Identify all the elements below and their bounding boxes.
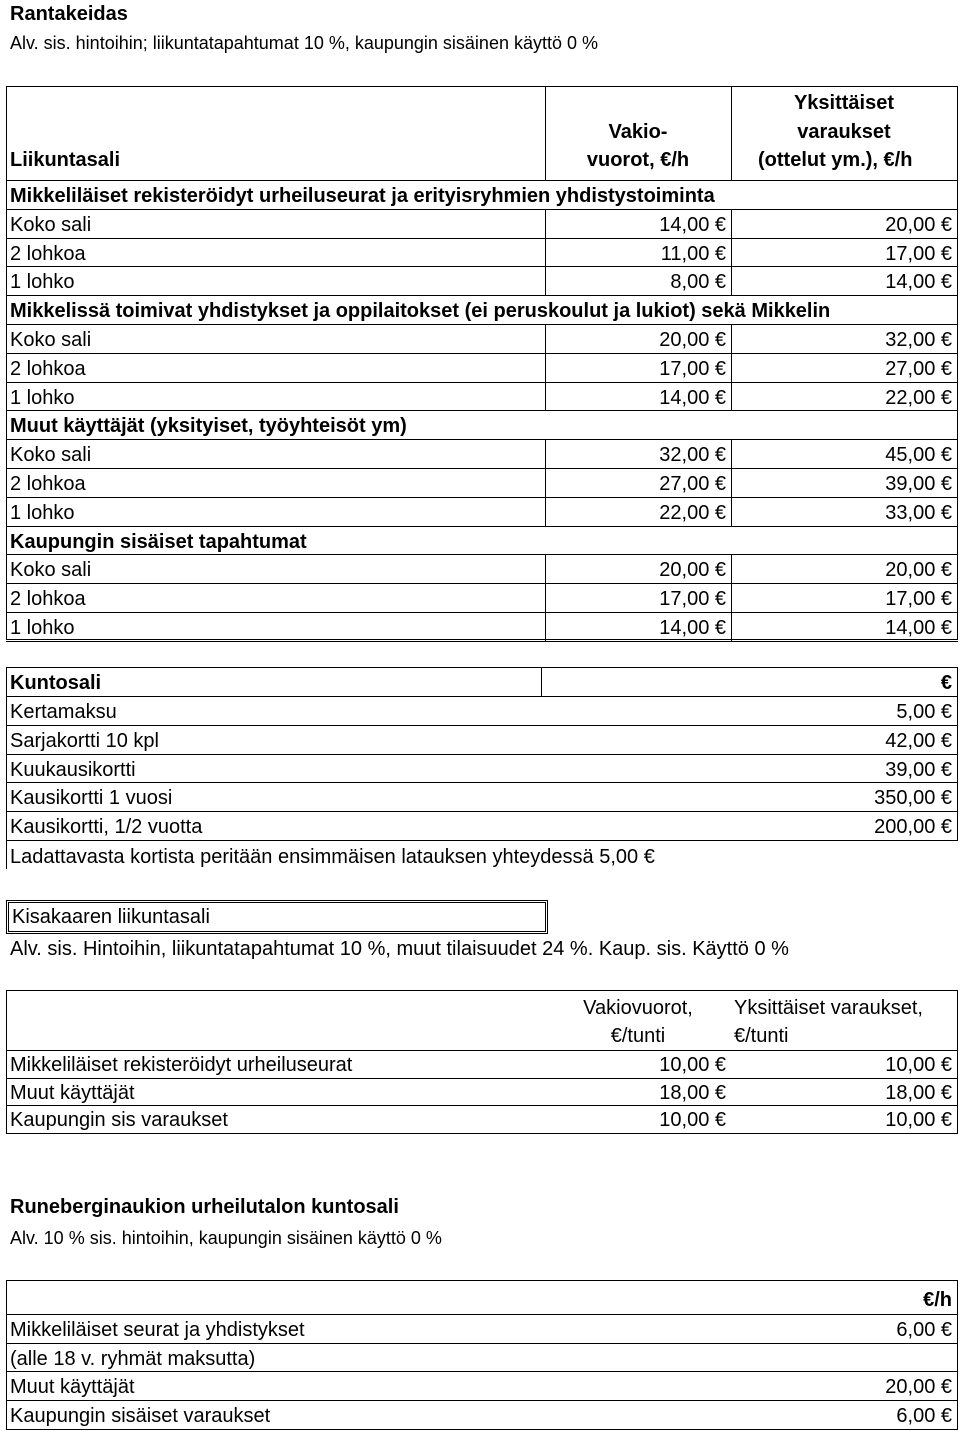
table-cell-vakiovuorot: 10,00 € (659, 1054, 726, 1076)
table-cell-yksittaiset: 14,00 € (885, 617, 952, 639)
table-cell-vakiovuorot: 17,00 € (659, 588, 726, 610)
col-divider (545, 497, 546, 526)
row-divider (6, 725, 958, 726)
col-divider (731, 554, 732, 583)
group-title: Kaupungin sisäiset tapahtumat (10, 530, 307, 553)
table-row-label: Kausikortti, 1/2 vuotta (10, 816, 203, 838)
table-cell-price: 350,00 € (874, 787, 952, 809)
table-cell-yksittaiset: 14,00 € (885, 271, 952, 293)
table-cell-vakiovuorot: 14,00 € (659, 214, 726, 236)
row-divider (6, 353, 958, 354)
row-divider (6, 811, 958, 812)
table-header-yksittaiset: Yksittäiset (793, 92, 895, 114)
table-cell-price: 6,00 € (896, 1405, 952, 1427)
row-divider (6, 754, 958, 755)
table-cell-price: 20,00 € (885, 1376, 952, 1398)
kisakaari-header-yksittaiset-unit: €/tunti (734, 1025, 789, 1047)
table-row-label: Kaupungin sisäiset varaukset (10, 1405, 271, 1427)
table-row-label: Kaupungin sis varaukset (10, 1109, 228, 1131)
table-cell-yksittaiset: 20,00 € (885, 559, 952, 581)
col-divider (545, 353, 546, 382)
row-divider (6, 696, 958, 697)
row-divider (6, 295, 958, 296)
table-row-label: Koko sali (10, 559, 92, 581)
col-divider (545, 209, 546, 238)
table-row-label: 2 lohkoa (10, 473, 86, 495)
row-divider (6, 1078, 958, 1079)
kisakaari-vat-note: Alv. sis. Hintoihin, liikuntatapahtumat 10 %, muut tilaisuudet 24 %. Kaup. sis. Käyttö 0 % (10, 938, 789, 960)
row-divider (6, 782, 958, 783)
table-header-ottelut: (ottelut ym.), €/h (758, 149, 913, 171)
table-cell-yksittaiset: 17,00 € (885, 588, 952, 610)
table-row-label: Koko sali (10, 214, 92, 236)
table-row-label: Kausikortti 1 vuosi (10, 787, 173, 809)
row-divider (6, 324, 958, 325)
runeberg-unit: €/h (923, 1289, 952, 1311)
table-cell-vakiovuorot: 10,00 € (659, 1109, 726, 1131)
row-divider (6, 583, 958, 584)
table-row-label: 1 lohko (10, 387, 75, 409)
vat-note: Alv. sis. hintoihin; liikuntatapahtumat 10 %, kaupungin sisäinen käyttö 0 % (10, 33, 599, 53)
table-header-vakiovuorot-unit: vuorot, €/h (586, 149, 690, 171)
table-cell-yksittaiset: 39,00 € (885, 473, 952, 495)
table-row-label: Muut käyttäjät (10, 1376, 135, 1398)
row-divider (6, 526, 958, 527)
group-title: Mikkelissä toimivat yhdistykset ja oppilaitokset (ei peruskoulut ja lukiot) sekä Mikkelin (10, 300, 831, 323)
table-cell-vakiovuorot: 27,00 € (659, 473, 726, 495)
table-cell-price: 42,00 € (885, 730, 952, 752)
table-cell-yksittaiset: 17,00 € (885, 243, 952, 265)
row-divider (6, 266, 958, 267)
col-divider (545, 612, 546, 641)
row-divider (6, 1050, 958, 1051)
table-cell-vakiovuorot: 20,00 € (659, 559, 726, 581)
section-title-runeberg: Runeberginaukion urheilutalon kuntosali (10, 1196, 399, 1218)
table-cell-yksittaiset: 18,00 € (885, 1082, 952, 1104)
row-divider (6, 1400, 958, 1401)
table-cell-yksittaiset: 27,00 € (885, 358, 952, 380)
row-divider (6, 612, 958, 613)
row-divider (6, 1314, 958, 1315)
col-divider (545, 554, 546, 583)
table-cell-vakiovuorot: 14,00 € (659, 617, 726, 639)
kisakaari-header-vakiovuorot-unit: €/tunti (610, 1025, 666, 1047)
row-divider (6, 238, 958, 239)
table-cell-vakiovuorot: 20,00 € (659, 329, 726, 351)
col-divider (731, 353, 732, 382)
table-cell-vakiovuorot: 11,00 € (660, 243, 726, 265)
runeberg-vat-note: Alv. 10 % sis. hintoihin, kaupungin sisäinen käyttö 0 % (10, 1228, 442, 1248)
row-divider (6, 1343, 958, 1344)
kisakaari-header-vakiovuorot: Vakiovuorot, (583, 997, 693, 1019)
kuntosali-note: Ladattavasta kortista peritään ensimmäisen latauksen yhteydessä 5,00 € (10, 846, 655, 868)
table-header-liikuntasali: Liikuntasali (10, 149, 121, 171)
row-divider (6, 497, 958, 498)
table-row-label: 2 lohkoa (10, 243, 86, 265)
row-divider (6, 641, 958, 642)
table-row-label: Sarjakortti 10 kpl (10, 730, 159, 752)
row-divider (6, 209, 958, 210)
col-divider (731, 497, 732, 526)
group-title: Muut käyttäjät (yksityiset, työyhteisöt ym) (10, 415, 407, 438)
col-divider (731, 439, 732, 468)
col-divider (545, 266, 546, 295)
table-cell-yksittaiset: 33,00 € (885, 502, 952, 524)
table-row-label: 1 lohko (10, 617, 75, 639)
kuntosali-unit: € (940, 672, 952, 694)
table-row-label: Koko sali (10, 444, 92, 466)
table-cell-yksittaiset: 20,00 € (885, 214, 952, 236)
table-cell-price: 6,00 € (896, 1319, 952, 1341)
col-divider (545, 324, 546, 353)
table-cell-vakiovuorot: 8,00 € (670, 271, 726, 293)
row-divider (6, 410, 958, 411)
col-divider (545, 238, 546, 267)
col-divider (731, 324, 732, 353)
col-divider (731, 468, 732, 497)
table-cell-vakiovuorot: 17,00 € (659, 358, 726, 380)
kisakaari-header-yksittaiset: Yksittäiset varaukset, (734, 997, 923, 1019)
col-divider (731, 382, 732, 411)
row-divider (6, 1105, 958, 1106)
section-title-rantakeidas: Rantakeidas (10, 3, 128, 25)
table-cell-price: 5,00 € (896, 701, 952, 723)
col-divider (731, 238, 732, 267)
table-header-varaukset: varaukset (797, 121, 891, 143)
table-cell-vakiovuorot: 22,00 € (659, 502, 726, 524)
table-row-label: 1 lohko (10, 502, 75, 524)
table-cell-yksittaiset: 45,00 € (885, 444, 952, 466)
table-row-label: Mikkeliläiset rekisteröidyt urheiluseurat (10, 1054, 353, 1076)
col-divider (731, 583, 732, 612)
table-row-label: 2 lohkoa (10, 358, 86, 380)
row-divider (6, 382, 958, 383)
col-divider (731, 612, 732, 641)
table-cell-vakiovuorot: 18,00 € (659, 1082, 726, 1104)
table-cell-yksittaiset: 10,00 € (885, 1109, 952, 1131)
table-row-label: 2 lohkoa (10, 588, 86, 610)
table-cell-price: 39,00 € (885, 759, 952, 781)
table-cell-yksittaiset: 32,00 € (885, 329, 952, 351)
table-row-label: Mikkeliläiset seurat ja yhdistykset (10, 1319, 305, 1341)
table-cell-yksittaiset: 10,00 € (885, 1054, 952, 1076)
table-cell-vakiovuorot: 14,00 € (659, 387, 726, 409)
row-divider (6, 468, 958, 469)
table-cell-yksittaiset: 22,00 € (885, 387, 952, 409)
row-divider (6, 1371, 958, 1372)
table-row-label: (alle 18 v. ryhmät maksutta) (10, 1348, 256, 1370)
table-row-label: Koko sali (10, 329, 92, 351)
row-divider (6, 554, 958, 555)
col-divider (731, 266, 732, 295)
row-divider (6, 439, 958, 440)
col-divider (545, 382, 546, 411)
col-divider (545, 468, 546, 497)
col-divider (545, 583, 546, 612)
kuntosali-title: Kuntosali (10, 672, 102, 694)
col-divider (731, 209, 732, 238)
table-row-label: Kertamaksu (10, 701, 117, 723)
table-header-vakiovuorot: Vakio- (608, 121, 668, 143)
col-divider (545, 439, 546, 468)
table-row-label: Muut käyttäjät (10, 1082, 135, 1104)
section-title-kisakaari: Kisakaaren liikuntasali (12, 906, 210, 928)
group-title: Mikkeliläiset rekisteröidyt urheiluseurat ja erityisryhmien yhdistystoiminta (10, 185, 715, 207)
table-cell-price: 200,00 € (874, 816, 952, 838)
table-cell-vakiovuorot: 32,00 € (659, 444, 726, 466)
table-row-label: Kuukausikortti (10, 759, 136, 781)
table-row-label: 1 lohko (10, 271, 75, 293)
